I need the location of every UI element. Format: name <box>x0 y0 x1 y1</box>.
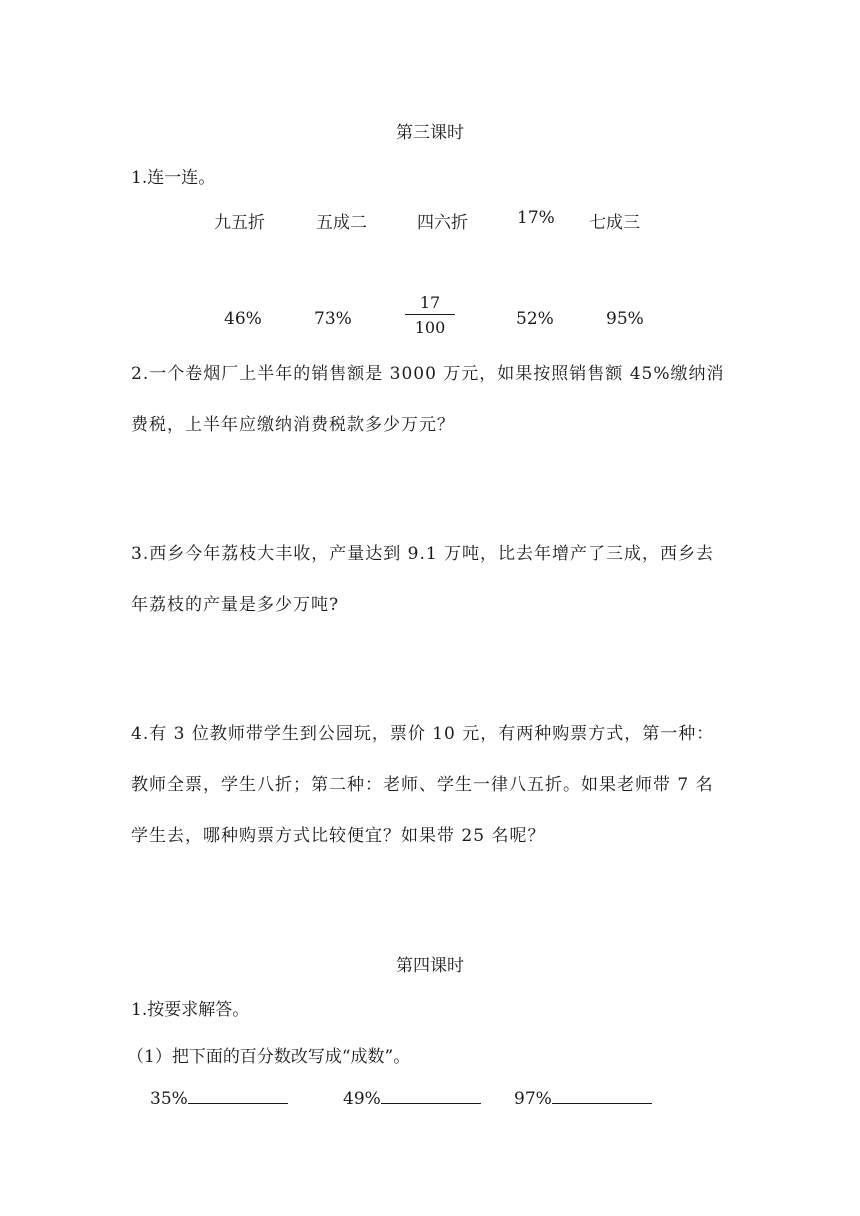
match-bottom-item: 46% <box>224 309 262 329</box>
match-top-item: 七成三 <box>589 213 640 233</box>
fill-item <box>514 1087 652 1109</box>
answer-blank[interactable] <box>552 1087 652 1104</box>
fill-item-label: 97% <box>514 1089 552 1109</box>
question-2: 2.一个卷烟厂上半年的销售额是 3000 万元，如果按照销售额 45%缴纳消费税，上半年应缴纳消费税款多少万元？ <box>131 364 725 435</box>
match-bottom-item: 52% <box>516 309 554 329</box>
match-top-item: 四六折 <box>417 213 468 233</box>
answer-blank[interactable] <box>188 1087 288 1104</box>
match-top-item: 九五折 <box>214 213 265 233</box>
fraction-17-100 <box>405 293 455 337</box>
answer-blank[interactable] <box>381 1087 481 1104</box>
match-top-item: 五成二 <box>316 213 367 233</box>
question-3: 3.西乡今年荔枝大丰收，产量达到 9.1 万吨，比去年增产了三成，西乡去年荔枝的产量是多少万吨? <box>131 544 715 615</box>
match-bottom-item: 95% <box>606 309 644 329</box>
fraction-denominator: 100 <box>414 318 446 337</box>
fill-item <box>150 1087 288 1109</box>
fill-item-label: 35% <box>150 1089 188 1109</box>
match-bottom-item: 73% <box>314 309 352 329</box>
q1-prompt: 1.连一连。 <box>131 168 216 188</box>
lesson4-title: 第四课时 <box>396 956 464 976</box>
l4-q1-prompt: 1.按要求解答。 <box>131 1000 250 1020</box>
fill-item <box>343 1087 481 1109</box>
fill-item-label: 49% <box>343 1089 381 1109</box>
lesson3-title: 第三课时 <box>396 123 464 143</box>
l4-q1-sub1: （1）把下面的百分数改写成“成数”。 <box>127 1047 411 1067</box>
match-top-item: 17% <box>517 208 555 228</box>
question-4: 4.有 3 位教师带学生到公园玩，票价 10 元，有两种购票方式，第一种：教师全票，学生八折；第二种：老师、学生一律八五折。如果老师带 7 名学生去，哪种购票方式比较便宜？如果带 25 名呢？ <box>131 724 715 846</box>
fraction-numerator: 17 <box>405 293 455 315</box>
